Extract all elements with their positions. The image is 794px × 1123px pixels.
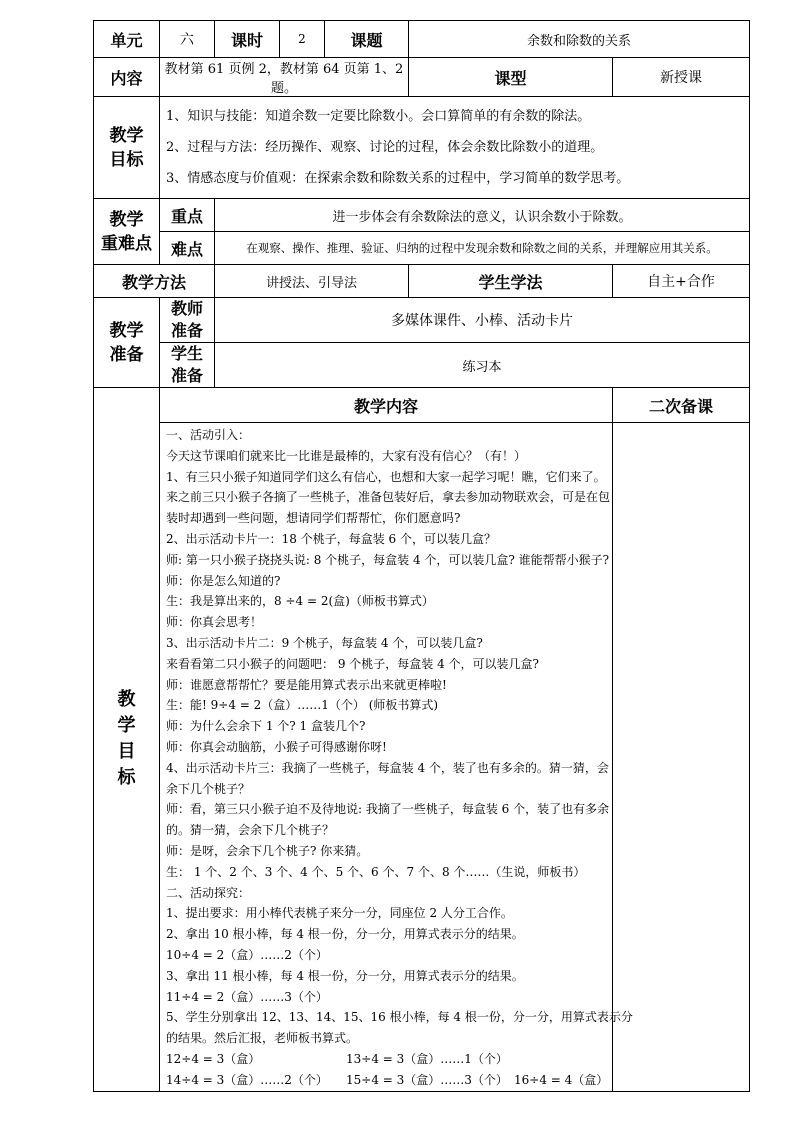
methods-row [94,265,750,298]
student-prep-row [94,343,750,388]
content-line: 生： 1 个、2 个、3 个、4 个、5 个、6 个、7 个、8 个……（生说，师板书） [166,864,586,879]
content-line: 1、提出要求：用小棒代表桃子来分一分，同座位 2 人分工合作。 [166,906,513,921]
equation-row [166,1070,609,1091]
process-side-label-char: 目 [117,741,136,763]
equation: 13÷4 = 3（盒）……1（个） [346,1051,508,1066]
teaching-content-body [160,423,633,1092]
content-line: 生：我是算出来的，8 ÷4 = 2(盒)（师板书算式） [166,594,434,609]
content-line: 师：你真会思考！ [166,615,263,630]
unit-value: 六 [160,21,215,58]
teacher-prep-label-line1: 教师 [170,299,203,318]
student-prep-label [160,343,215,388]
topic-value: 余数和除数的关系 [409,21,750,58]
process-side-label [94,388,160,1092]
content-value: 教材第 61 页例 2，教材第 64 页第 1、2 题。 [160,58,409,97]
teacher-prep-row [94,298,750,343]
content-line: 生：能! 9÷4 = 2（盒）……1（个） (师板书算式) [166,698,439,713]
teaching-content-header: 教学内容 [160,388,613,423]
process-header-row [94,388,750,423]
content-line: 的。猜一猜，会余下几个桃子？ [166,823,335,838]
second-preparation-notes [613,423,750,1092]
content-line: 师：看，第三只小猴子迫不及待地说: 我摘了一些桃子，每盒装 6 个，装了也有多余 [166,802,610,817]
unit-label: 单元 [94,21,160,58]
teaching-method-value: 讲授法、引导法 [215,265,409,298]
objectives-label [94,97,160,199]
teacher-prep-label [160,298,215,343]
content-line: 10÷4 = 2（盒）……2（个） [166,947,328,962]
content-label: 内容 [94,58,160,97]
process-side-label-char: 教 [117,689,136,711]
teaching-method-label: 教学方法 [94,265,215,298]
content-line: 来之前三只小猴子各摘了一些桃子，准备包装好后，拿去参加动物联欢会，可是在包 [166,490,611,505]
content-line: 的结果。然后汇报，老师板书算式。 [166,1031,359,1046]
objectives-row [94,97,750,199]
content-line: 今天这节课咱们就来比一比谁是最棒的，大家有没有信心？（有！） [166,448,527,463]
content-line: 2、出示活动卡片一：18 个桃子，每盒装 6 个，可以装几盒？ [166,531,496,546]
header-row [94,21,750,58]
content-line: 师：你真会动脑筋，小猴子可得感谢你呀! [166,739,387,754]
content-line: 5、学生分别拿出 12、13、14、15、16 根小棒，每 4 根一份，分一分，用算式表示分 [166,1010,633,1025]
objectives-label-line1: 教学 [109,125,144,146]
content-line: 11÷4 = 2（盒）……3（个） [166,989,328,1004]
content-line: 一、活动引入： [166,428,251,442]
lesson-type-value: 新授课 [613,58,750,97]
period-value: 2 [280,21,325,58]
key-point-value: 进一步体会有余数除法的意义，认识余数小于除数。 [215,199,750,232]
difficulty-row [94,232,750,265]
content-row [94,58,750,97]
content-line: 师：你是怎么知道的? [166,573,281,588]
content-line: 2、拿出 10 根小棒，每 4 根一份，分一分，用算式表示分的结果。 [166,927,524,942]
content-line: 师：谁愿意帮帮忙？要是能用算式表示出来就更棒啦! [166,677,447,692]
content-line: 装时却遇到一些问题，想请同学们帮帮忙，你们愿意吗? [166,511,461,526]
student-prep-label-line2: 准备 [170,366,203,385]
content-line: 3、拿出 11 根小棒，每 4 根一份，分一分，用算式表示分的结果。 [166,968,524,983]
process-content-row [94,423,750,1092]
lesson-plan-table [93,20,750,1092]
content-line: 3、出示活动卡片二：9 个桃子，每盒装 4 个，可以装几盒? [166,635,483,650]
key-difficult-label [94,199,160,265]
student-prep-value: 练习本 [215,343,750,388]
lesson-type-label: 课型 [409,58,613,97]
student-prep-label-line1: 学生 [170,344,203,363]
objective-item: 1、知识与技能：知道余数一定要比除数小。会口算简单的有余数的除法。 [166,109,591,124]
objective-item: 3、情感态度与价值观：在探索余数和除数关系的过程中，学习简单的数学思考。 [166,171,630,186]
objectives-label-line2: 目标 [109,149,144,170]
process-side-label-char: 学 [117,715,136,737]
equation: 15÷4 = 3（盒）……3（个） [346,1072,508,1087]
difficulty-value: 在观察、操作、推理、验证、归纳的过程中发现余数和除数之间的关系，并理解应用其关系。 [215,232,750,265]
preparation-label-line2: 准备 [109,344,144,365]
difficulty-label: 难点 [160,232,215,265]
content-line: 二、活动探究： [166,885,251,900]
teacher-prep-value: 多媒体课件、小棒、活动卡片 [215,298,750,343]
content-line: 师：为什么会余下 1 个? 1 盒装几个? [166,719,366,734]
objectives-list [160,97,750,199]
preparation-label [94,298,160,388]
content-line: 4、出示活动卡片三：我摘了一些桃子，每盒装 4 个，装了也有多余的。猜一猜，会 [166,760,609,775]
key-point-label: 重点 [160,199,215,232]
key-difficult-label-line2: 重难点 [101,233,152,254]
equation-row [166,1049,606,1070]
equation: 16÷4 = 4（盒） [514,1072,609,1087]
content-line: 师: 第一只小猴子挠挠头说: 8 个桃子，每盒装 4 个，可以装几盒? 谁能帮帮小猴子? [166,552,610,567]
key-difficult-label-line1: 教学 [109,209,144,230]
preparation-label-line1: 教学 [109,320,144,341]
content-line: 1、有三只小猴子知道同学们这么有信心，也想和大家一起学习呢！瞧，它们来了。 [166,469,606,484]
second-preparation-header: 二次备课 [613,388,750,423]
learning-method-label: 学生学法 [409,265,613,298]
learning-method-value: 自主+合作 [613,265,750,298]
period-label: 课时 [215,21,280,58]
content-line: 余下几个桃子？ [166,781,251,796]
process-side-label-char: 标 [117,767,136,789]
objective-item: 2、过程与方法：经历操作、观察、讨论的过程，体会余数比除数小的道理。 [166,140,604,155]
topic-label: 课题 [325,21,409,58]
content-line: 师：是呀，会余下几个桃子? 你来猜。 [166,843,369,858]
key-point-row [94,199,750,232]
equation: 12÷4 = 3（盒） [166,1051,261,1066]
equation: 14÷4 = 3（盒）……2（个） [166,1072,328,1087]
teacher-prep-label-line2: 准备 [170,321,203,340]
content-line: 来看看第二只小猴子的问题吧： 9 个桃子，每盒装 4 个，可以装几盒? [166,656,539,671]
